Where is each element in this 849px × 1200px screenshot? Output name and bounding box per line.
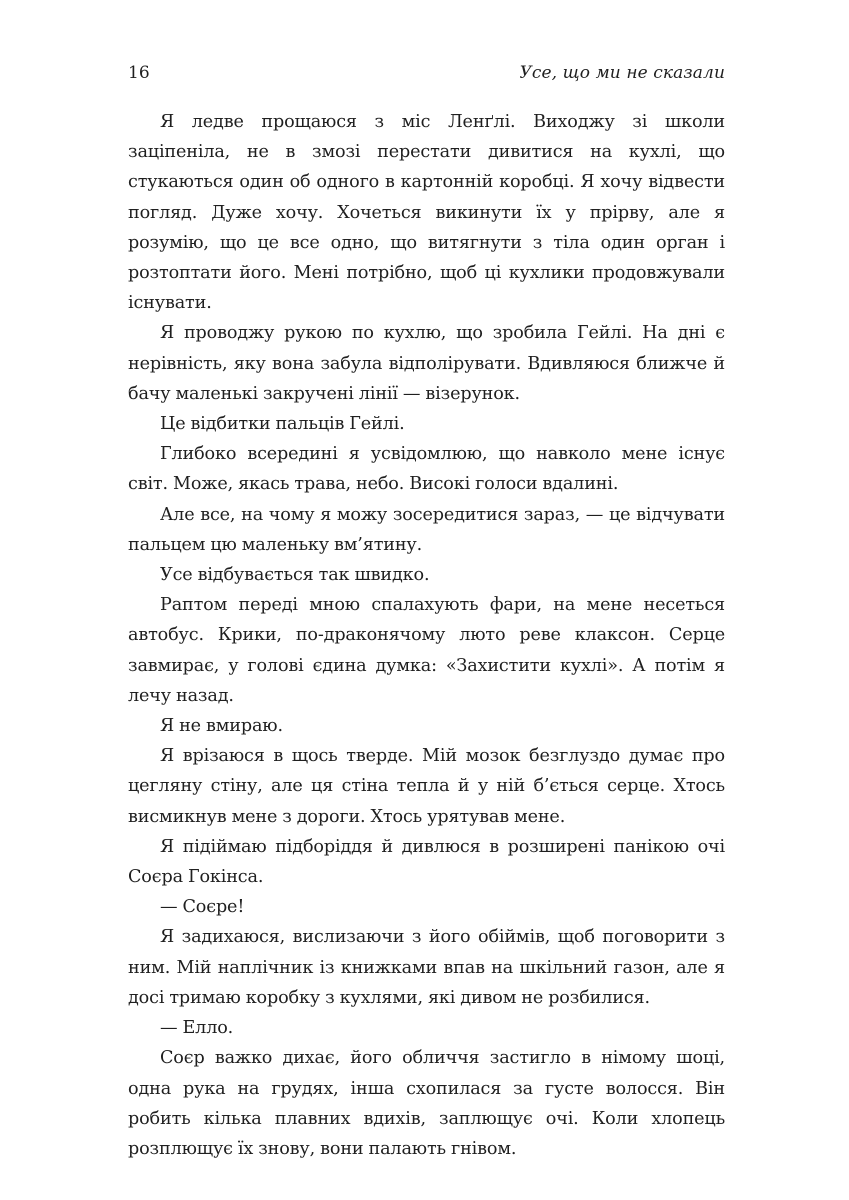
paragraph: Усе відбувається так швидко. (160, 565, 430, 586)
page-number: 16 (128, 63, 150, 83)
dialogue-line: — Елло. (160, 1018, 234, 1039)
paragraph: Я проводжу рукою по кухлю, що зробила Гейлі. На дні є нерівність, яку вона забула відполірувати. Вдивляюся ближче й бачу маленькі закручені лінії — візерунок. (128, 323, 725, 404)
paragraph: Я задихаюся, вислизаючи з його обіймів, щоб поговорити з ним. Мій наплічник із книжками впав на шкільний газон, але я досі тримаю коробку з кухлями, які дивом не розбилися. (128, 927, 725, 1008)
paragraph: Я підіймаю підборіддя й дивлюся в розширені панікою очі Соєра Гокінса. (128, 836, 725, 888)
paragraph: Це відбитки пальців Гейлі. (160, 414, 405, 435)
paragraph: Я врізаюся в щось тверде. Мій мозок безглуздо думає про цегляну стіну, але ця стіна тепла й у ній б’ється серце. Хтось висмикнув мене з дороги. Хтось урятував мене. (128, 746, 725, 827)
book-title: Усе, що ми не сказали (519, 63, 725, 83)
running-header (128, 60, 725, 86)
paragraph: Соєр важко дихає, його обличчя застигло в німому шоці, одна рука на грудях, інша схопилася за густе волосся. Він робить кілька плавних вдихів, заплющує очі. Коли хлопець розплющує їх знову, вони палають гнівом. (128, 1048, 725, 1159)
paragraph: Раптом переді мною спалахують фари, на мене несеться автобус. Крики, по-драконячому люто реве клаксон. Серце завмирає, у голові єдина думка: «Захистити кухлі». А потім я лечу назад. (128, 595, 725, 706)
paragraph: Я ледве прощаюся з міс Ленґлі. Виходжу зі школи заціпеніла, не в змозі перестати дивитися на кухлі, що стукаються один об одного в картонній коробці. Я хочу відвести погляд. Дуже хочу. Хочеться викинути їх у прірву, але я розумію, що це все одно, що витягнути з тіла один орган і розтоптати його. Мені потрібно, щоб ці кухлики продовжували існувати. (128, 112, 725, 314)
body-text (128, 107, 725, 1164)
paragraph: Я не вмираю. (160, 716, 283, 737)
paragraph: Глибоко всередині я усвідомлюю, що навколо мене існує світ. Може, якась трава, небо. Високі голоси вдалині. (128, 444, 725, 495)
paragraph: Але все, на чому я можу зосередитися зараз, — це відчувати пальцем цю маленьку вм’ятину. (128, 504, 725, 555)
dialogue-line: — Соєре! (160, 897, 245, 918)
